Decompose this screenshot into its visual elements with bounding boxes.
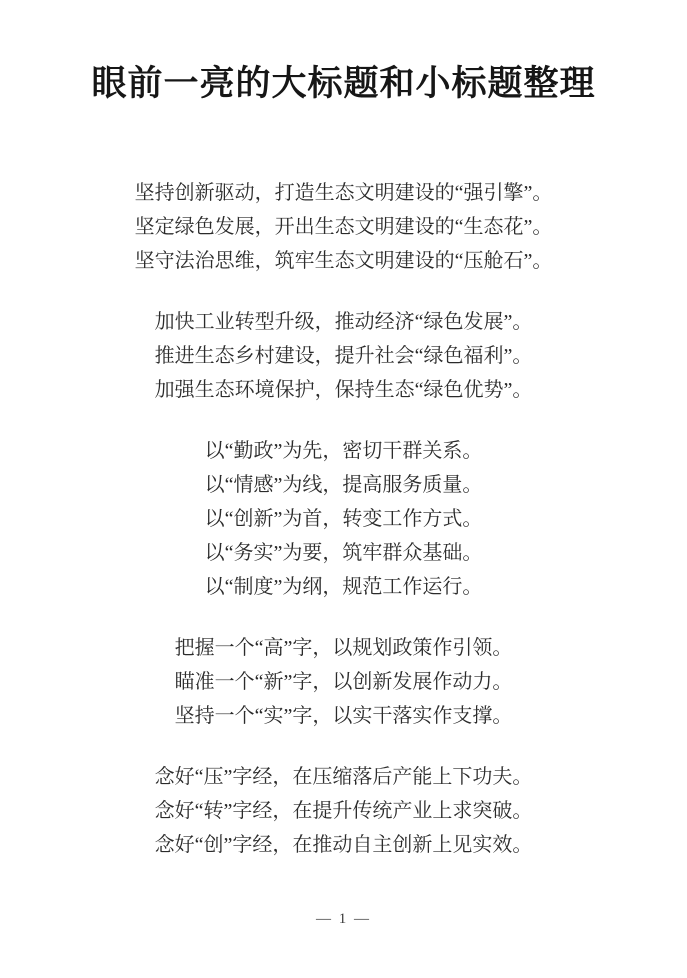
document-body xyxy=(0,176,687,862)
text-group xyxy=(0,305,687,407)
text-line: 推进生态乡村建设，提升社会“绿色福利”。 xyxy=(154,345,533,367)
text-line: 念好“转”字经，在提升传统产业上求突破。 xyxy=(154,800,533,822)
text-line: 坚持一个“实”字，以实干落实作支撑。 xyxy=(174,705,513,727)
page-title: 眼前一亮的大标题和小标题整理 xyxy=(91,64,596,103)
page-number: — 1 — xyxy=(316,911,371,927)
text-line: 以“情感”为线，提高服务质量。 xyxy=(204,474,483,496)
text-line: 以“制度”为纲，规范工作运行。 xyxy=(204,576,483,598)
text-line: 坚定绿色发展，开出生态文明建设的“生态花”。 xyxy=(134,216,553,238)
text-line: 瞄准一个“新”字，以创新发展作动力。 xyxy=(174,671,513,693)
text-line: 把握一个“高”字，以规划政策作引领。 xyxy=(174,637,513,659)
text-line: 加快工业转型升级，推动经济“绿色发展”。 xyxy=(154,311,533,333)
text-group xyxy=(0,434,687,604)
text-line: 念好“创”字经，在推动自主创新上见实效。 xyxy=(154,834,533,856)
text-line: 加强生态环境保护，保持生态“绿色优势”。 xyxy=(154,379,533,401)
text-line: 以“创新”为首，转变工作方式。 xyxy=(204,508,483,530)
text-line: 以“务实”为要，筑牢群众基础。 xyxy=(204,542,483,564)
text-group xyxy=(0,631,687,733)
text-line: 以“勤政”为先，密切干群关系。 xyxy=(204,440,483,462)
text-line: 坚守法治思维，筑牢生态文明建设的“压舱石”。 xyxy=(134,250,553,272)
text-group xyxy=(0,760,687,862)
text-line: 坚持创新驱动，打造生态文明建设的“强引擎”。 xyxy=(134,182,553,204)
text-group xyxy=(0,176,687,278)
text-line: 念好“压”字经，在压缩落后产能上下功夫。 xyxy=(154,766,533,788)
